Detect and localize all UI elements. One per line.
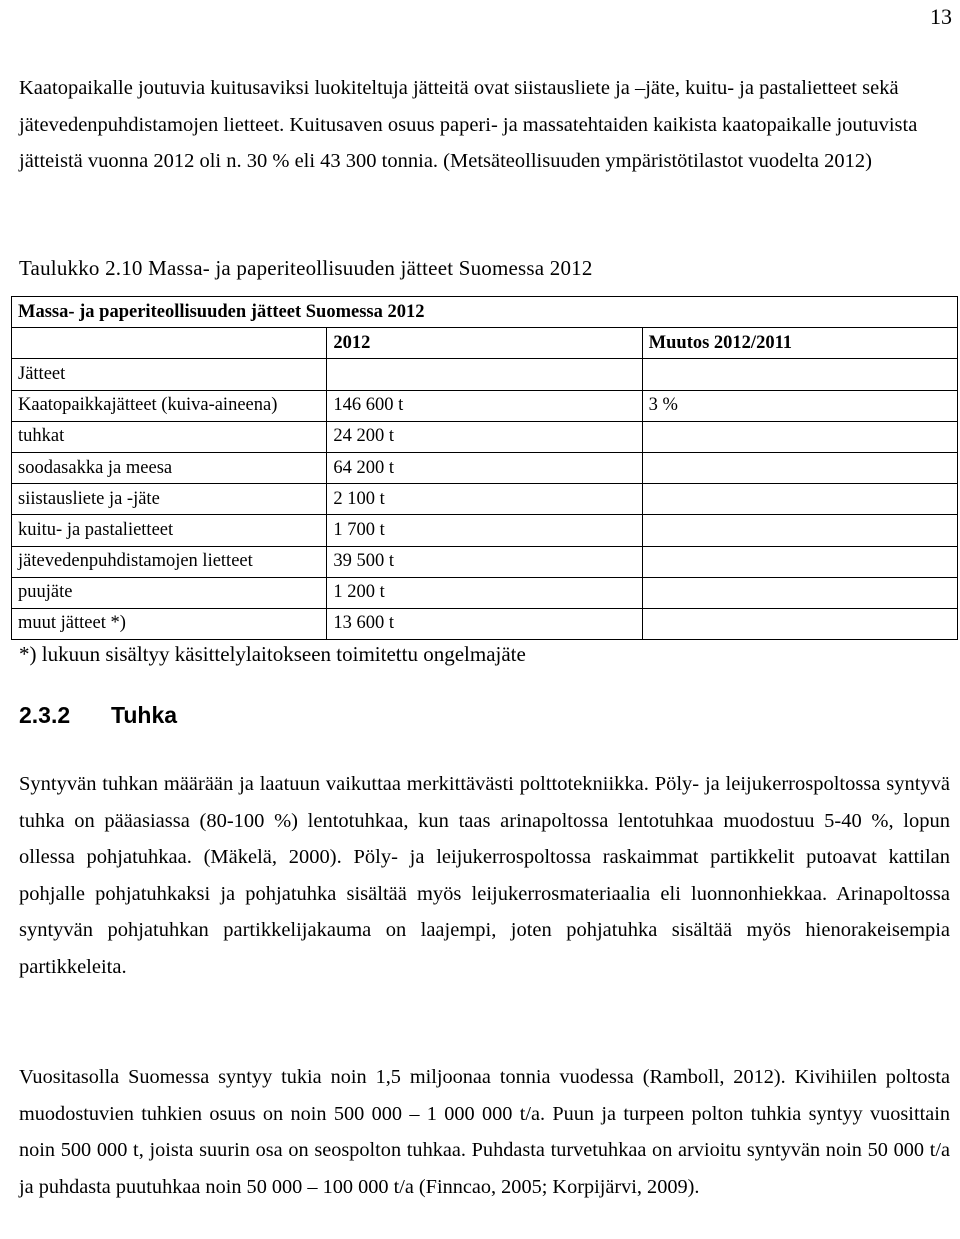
table-caption: Taulukko 2.10 Massa- ja paperiteollisuuden jätteet Suomessa 2012 [19,256,593,280]
section-heading [19,702,177,729]
table-header-empty [12,328,327,359]
row-value: 2 100 t [327,484,642,515]
column-header-change: Muutos 2012/2011 [642,328,957,359]
table-cell-empty [327,359,642,390]
table-cell-empty [642,359,957,390]
row-change [642,452,957,483]
row-value: 1 700 t [327,515,642,546]
table-title: Massa- ja paperiteollisuuden jätteet Suomessa 2012 [12,297,958,328]
table-row [12,515,958,546]
table-header-row [12,328,958,359]
row-change [642,577,957,608]
row-label: muut jätteet *) [12,608,327,639]
table-footnote: *) lukuun sisältyy käsittelylaitokseen toimitettu ongelmajäte [19,642,526,666]
row-change: 3 % [642,390,957,421]
row-change [642,484,957,515]
table-section-row [12,359,958,390]
row-value: 13 600 t [327,608,642,639]
table-section-label: Jätteet [12,359,327,390]
table-row [12,484,958,515]
row-label: kuitu- ja pastalietteet [12,515,327,546]
intro-paragraph: Kaatopaikalle joutuvia kuitusaviksi luokiteltuja jätteitä ovat siistausliete ja –jäte, kuitu- ja pastalietteet sekä jätevedenpuhdistamojen lietteet. Kuitusaven osuus paperi- ja massatehtaiden kaikista kaatopaikalle joutuvista jätteistä vuonna 2012 oli n. 30 % eli 43 300 tonnia. (Metsäteollisuuden ympäristötilastot vuodelta 2012) [19,77,918,172]
row-label: tuhkat [12,421,327,452]
page-number: 13 [930,4,952,29]
row-change [642,546,957,577]
table-title-row [12,297,958,328]
table-row [12,452,958,483]
table-row [12,546,958,577]
table-row [12,390,958,421]
row-label: puujäte [12,577,327,608]
row-value: 64 200 t [327,452,642,483]
body-paragraph: Vuositasolla Suomessa syntyy tukia noin 1,5 miljoonaa tonnia vuodessa (Ramboll, 2012). Kivihiilen poltosta muodostuvien tuhkien osuus on noin 500 000 – 1 000 000 t/a. Puun ja turpeen polton tuhkia syntyy vuosittain noin 500 000 t, joista suurin osa on seospolton tuhkaa. Puhdasta turvetuhkaa on arvioitu syntyvän noin 50 000 t/a ja puhdasta puutuhkaa noin 50 000 – 100 000 t/a (Finncao, 2005; Korpijärvi, 2009). [19,1066,950,1198]
row-change [642,608,957,639]
column-header-year: 2012 [327,328,642,359]
row-value: 1 200 t [327,577,642,608]
row-value: 146 600 t [327,390,642,421]
section-title: Tuhka [111,702,178,728]
row-label: jätevedenpuhdistamojen lietteet [12,546,327,577]
row-value: 24 200 t [327,421,642,452]
row-change [642,421,957,452]
row-label: siistausliete ja -jäte [12,484,327,515]
waste-table [11,296,958,640]
table-row [12,608,958,639]
row-label: Kaatopaikkajätteet (kuiva-aineena) [12,390,327,421]
table-row [12,421,958,452]
body-paragraph: Syntyvän tuhkan määrään ja laatuun vaikuttaa merkittävästi polttotekniikka. Pöly- ja leijukerrospoltossa syntyvä tuhka on pääasiassa (80-100 %) lentotuhkaa, kun taas arinapoltossa lentotuhkaa muodostuu 5-40 %, lopun ollessa pohjatuhkaa. (Mäkelä, 2000). Pöly- ja leijukerrospoltossa raskaimmat partikkelit putoavat kattilan pohjalle pohjatuhkaksi ja pohjatuhka sisältää myös leijukerrosmateriaalia eli luonnonhiekkaa. Arinapoltossa syntyvän pohjatuhkan partikkelijakauma on laajempi, joten pohjatuhka sisältää myös hienorakeisempia partikkeleita. [19,773,950,978]
row-change [642,515,957,546]
section-number: 2.3.2 [19,702,71,728]
row-label: soodasakka ja meesa [12,452,327,483]
row-value: 39 500 t [327,546,642,577]
table-row [12,577,958,608]
